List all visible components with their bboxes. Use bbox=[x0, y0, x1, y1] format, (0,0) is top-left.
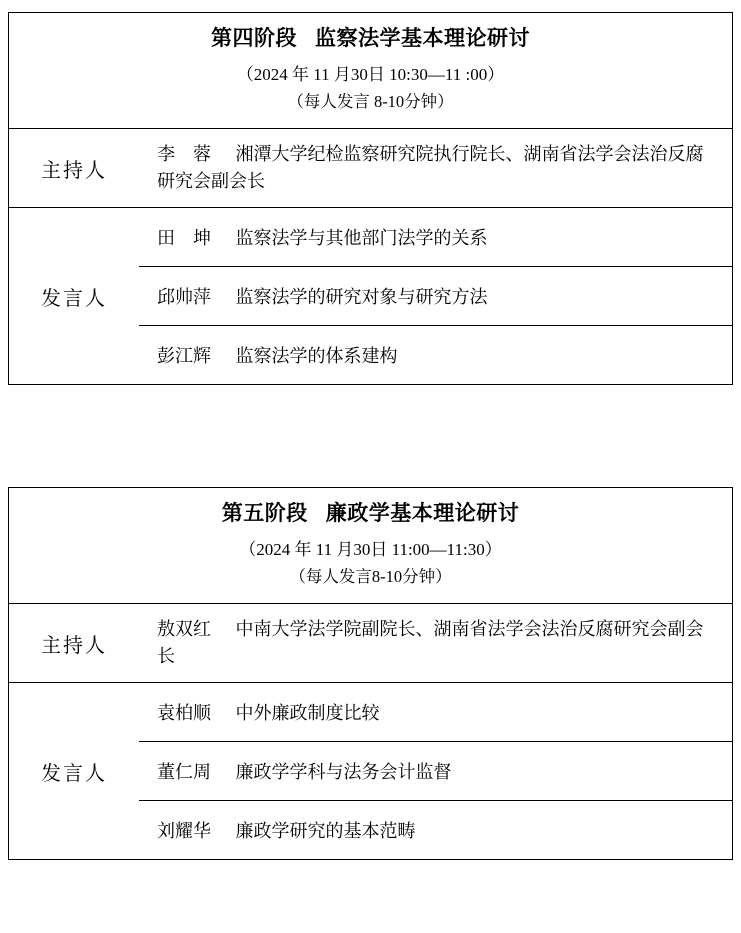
speaker-entry bbox=[139, 208, 732, 267]
speakers-table bbox=[139, 208, 732, 384]
agenda-table bbox=[9, 604, 732, 859]
block-header bbox=[9, 13, 732, 129]
list-item bbox=[139, 801, 732, 860]
block-note: （每人发言 8-10分钟） bbox=[287, 91, 454, 111]
speaker-entry bbox=[139, 683, 732, 742]
speaker-topic: 监察法学的体系建构 bbox=[235, 346, 398, 367]
table-row-host bbox=[9, 604, 732, 683]
speaker-entry bbox=[139, 326, 732, 385]
speaker-topic: 中外廉政制度比较 bbox=[235, 703, 380, 724]
speaker-name: 董仁周 bbox=[157, 762, 211, 783]
block-header bbox=[9, 488, 732, 604]
agenda-table bbox=[9, 129, 732, 384]
list-item bbox=[139, 267, 732, 326]
speaker-topic: 廉政学学科与法务会计监督 bbox=[235, 762, 452, 783]
block-title-stage: 第五阶段 bbox=[221, 501, 308, 525]
block-title-stage: 第四阶段 bbox=[211, 26, 297, 50]
block-title bbox=[9, 500, 732, 527]
block-title-topic: 监察法学基本理论研讨 bbox=[315, 26, 530, 50]
speaker-entry bbox=[139, 801, 732, 860]
row-label-host: 主持人 bbox=[41, 634, 107, 657]
table-row-host bbox=[9, 129, 732, 208]
speaker-entry bbox=[139, 742, 732, 801]
host-content bbox=[139, 604, 732, 683]
speaker-name: 袁柏顺 bbox=[157, 703, 211, 724]
list-item bbox=[139, 326, 732, 385]
speaker-entry bbox=[139, 267, 732, 326]
host-title: 湘潭大学纪检监察研究院执行院长、湖南省法学会法治反腐研究会副会长 bbox=[157, 144, 704, 192]
speaker-topic: 监察法学与其他部门法学的关系 bbox=[235, 228, 488, 249]
row-label-speakers: 发言人 bbox=[41, 287, 107, 310]
agenda-block-stage-4 bbox=[8, 12, 733, 385]
host-content bbox=[139, 129, 732, 208]
table-row-speakers bbox=[9, 683, 732, 860]
list-item bbox=[139, 208, 732, 267]
host-title: 中南大学法学院副院长、湖南省法学会法治反腐研究会副会长 bbox=[157, 619, 704, 667]
block-datetime: （2024 年 11 月30日 11:00—11:30） bbox=[239, 540, 502, 560]
speaker-name: 田 坤 bbox=[157, 228, 211, 249]
list-item bbox=[139, 742, 732, 801]
block-title-topic: 廉政学基本理论研讨 bbox=[325, 501, 520, 525]
block-datetime: （2024 年 11 月30日 10:30—11 :00） bbox=[236, 65, 505, 85]
speakers-content bbox=[139, 683, 732, 860]
speaker-name: 彭江辉 bbox=[157, 346, 211, 367]
speaker-name: 刘耀华 bbox=[157, 821, 211, 842]
speaker-topic: 廉政学研究的基本范畴 bbox=[235, 821, 416, 842]
table-row-speakers bbox=[9, 208, 732, 385]
block-note: （每人发言8-10分钟） bbox=[289, 566, 452, 586]
row-label-speakers: 发言人 bbox=[41, 762, 107, 785]
speaker-name: 邱帅萍 bbox=[157, 287, 211, 308]
block-title bbox=[9, 25, 732, 52]
list-item bbox=[139, 683, 732, 742]
row-label-host: 主持人 bbox=[41, 159, 107, 182]
agenda-block-stage-5 bbox=[8, 487, 733, 860]
speakers-table bbox=[139, 683, 732, 859]
speaker-topic: 监察法学的研究对象与研究方法 bbox=[235, 287, 488, 308]
host-name: 敖双红 bbox=[157, 619, 211, 640]
speakers-content bbox=[139, 208, 732, 385]
host-name: 李 蓉 bbox=[157, 144, 211, 165]
